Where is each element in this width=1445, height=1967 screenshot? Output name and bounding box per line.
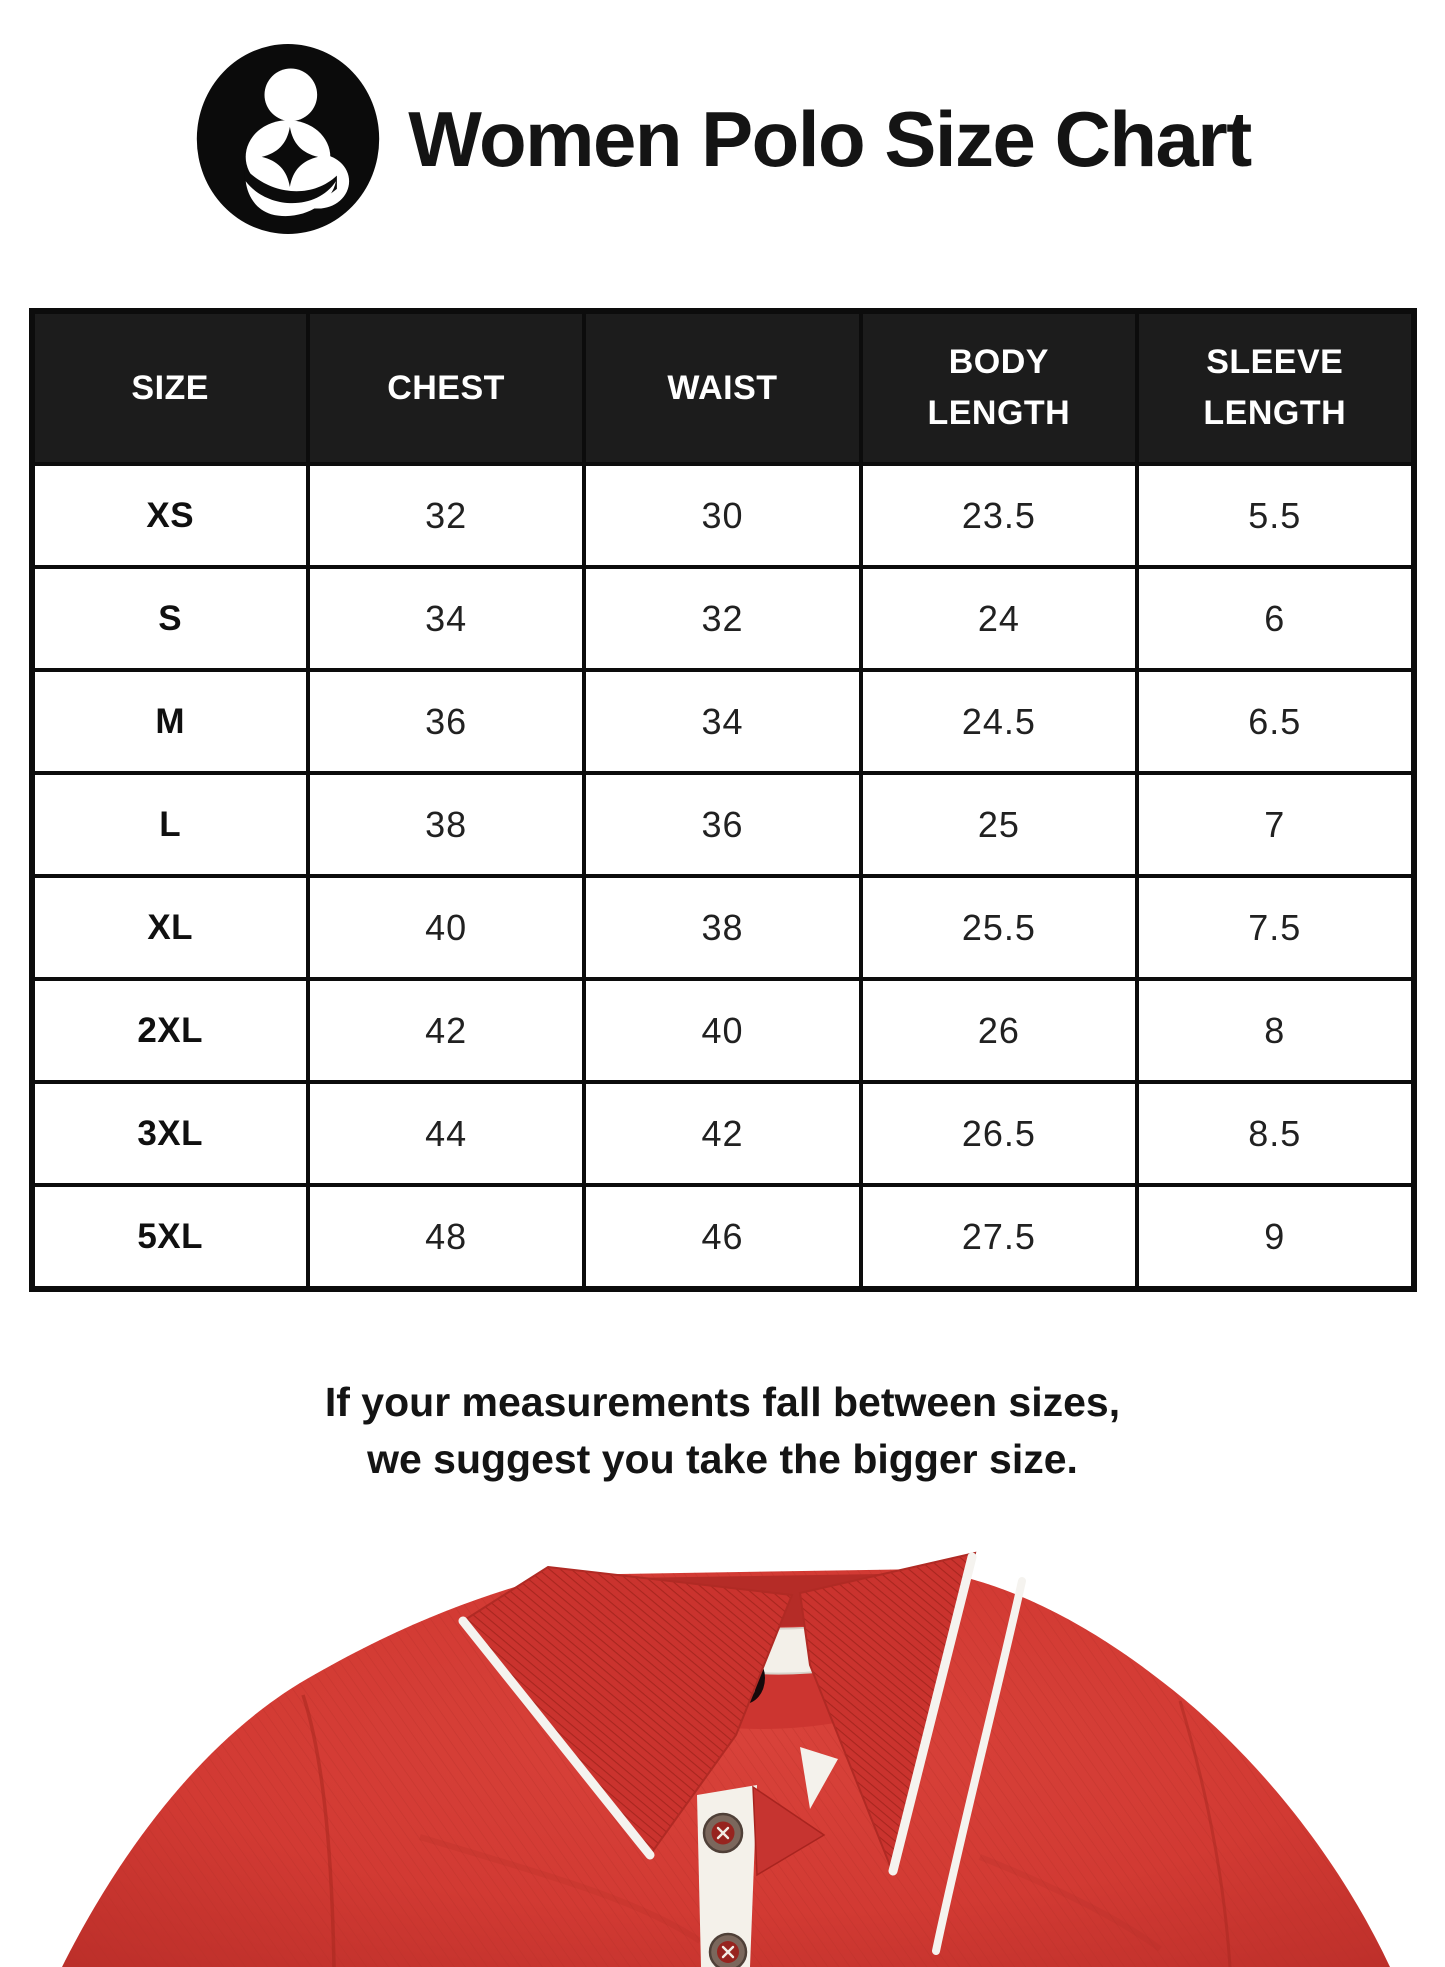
- body-length-cell: 26.5: [861, 1082, 1137, 1185]
- table-row: [32, 1082, 1414, 1185]
- header-row: [32, 311, 1414, 464]
- table-row: [32, 876, 1414, 979]
- mother-baby-brand-logo-icon: [194, 40, 382, 238]
- chest-cell: 44: [308, 1082, 584, 1185]
- table-row: [32, 979, 1414, 1082]
- body-length-cell: 25.5: [861, 876, 1137, 979]
- waist-cell: 36: [584, 773, 860, 876]
- column-header-body-length: BODY LENGTH: [861, 311, 1137, 464]
- sleeve-length-cell: 7: [1137, 773, 1413, 876]
- column-header-chest: CHEST: [308, 311, 584, 464]
- body-length-cell: 24.5: [861, 670, 1137, 773]
- column-header-size: SIZE: [32, 311, 308, 464]
- chest-cell: 36: [308, 670, 584, 773]
- sleeve-length-cell: 9: [1137, 1185, 1413, 1289]
- button-bottom: [710, 1934, 746, 1967]
- page-title: Women Polo Size Chart: [408, 94, 1251, 183]
- body-length-cell: 27.5: [861, 1185, 1137, 1289]
- size-cell: 2XL: [32, 979, 308, 1082]
- size-cell: L: [32, 773, 308, 876]
- sleeve-length-cell: 6: [1137, 567, 1413, 670]
- chest-cell: 48: [308, 1185, 584, 1289]
- sleeve-length-cell: 8: [1137, 979, 1413, 1082]
- size-cell: 5XL: [32, 1185, 308, 1289]
- table-row: [32, 670, 1414, 773]
- table-row: [32, 567, 1414, 670]
- size-cell: 3XL: [32, 1082, 308, 1185]
- chest-cell: 42: [308, 979, 584, 1082]
- table-row: [32, 773, 1414, 876]
- table-row: [32, 464, 1414, 567]
- size-cell: M: [32, 670, 308, 773]
- size-cell: XS: [32, 464, 308, 567]
- sleeve-length-cell: 5.5: [1137, 464, 1413, 567]
- fit-note-line-2: we suggest you take the bigger size.: [367, 1436, 1078, 1483]
- chest-cell: 32: [308, 464, 584, 567]
- waist-cell: 34: [584, 670, 860, 773]
- body-length-cell: 24: [861, 567, 1137, 670]
- brand-header: [0, 40, 1445, 238]
- table-row: [32, 1185, 1414, 1289]
- sleeve-length-cell: 7.5: [1137, 876, 1413, 979]
- polo-shirt-image: [0, 1537, 1445, 1967]
- size-chart-table-head: [32, 311, 1414, 464]
- size-table-body: [32, 464, 1414, 1289]
- sleeve-length-cell: 6.5: [1137, 670, 1413, 773]
- fit-note: [0, 1374, 1445, 1489]
- body-length-cell: 26: [861, 979, 1137, 1082]
- body-length-cell: 25: [861, 773, 1137, 876]
- waist-cell: 30: [584, 464, 860, 567]
- size-cell: XL: [32, 876, 308, 979]
- waist-cell: 38: [584, 876, 860, 979]
- waist-cell: 42: [584, 1082, 860, 1185]
- waist-cell: 40: [584, 979, 860, 1082]
- sleeve-length-cell: 8.5: [1137, 1082, 1413, 1185]
- column-header-sleeve-length: SLEEVE LENGTH: [1137, 311, 1413, 464]
- chest-cell: 34: [308, 567, 584, 670]
- waist-cell: 46: [584, 1185, 860, 1289]
- fit-note-line-1: If your measurements fall between sizes,: [324, 1379, 1121, 1425]
- chest-cell: 40: [308, 876, 584, 979]
- button-top: [704, 1814, 742, 1852]
- column-header-waist: WAIST: [584, 311, 860, 464]
- size-cell: S: [32, 567, 308, 670]
- waist-cell: 32: [584, 567, 860, 670]
- body-length-cell: 23.5: [861, 464, 1137, 567]
- size-chart-table: [29, 308, 1417, 1292]
- chest-cell: 38: [308, 773, 584, 876]
